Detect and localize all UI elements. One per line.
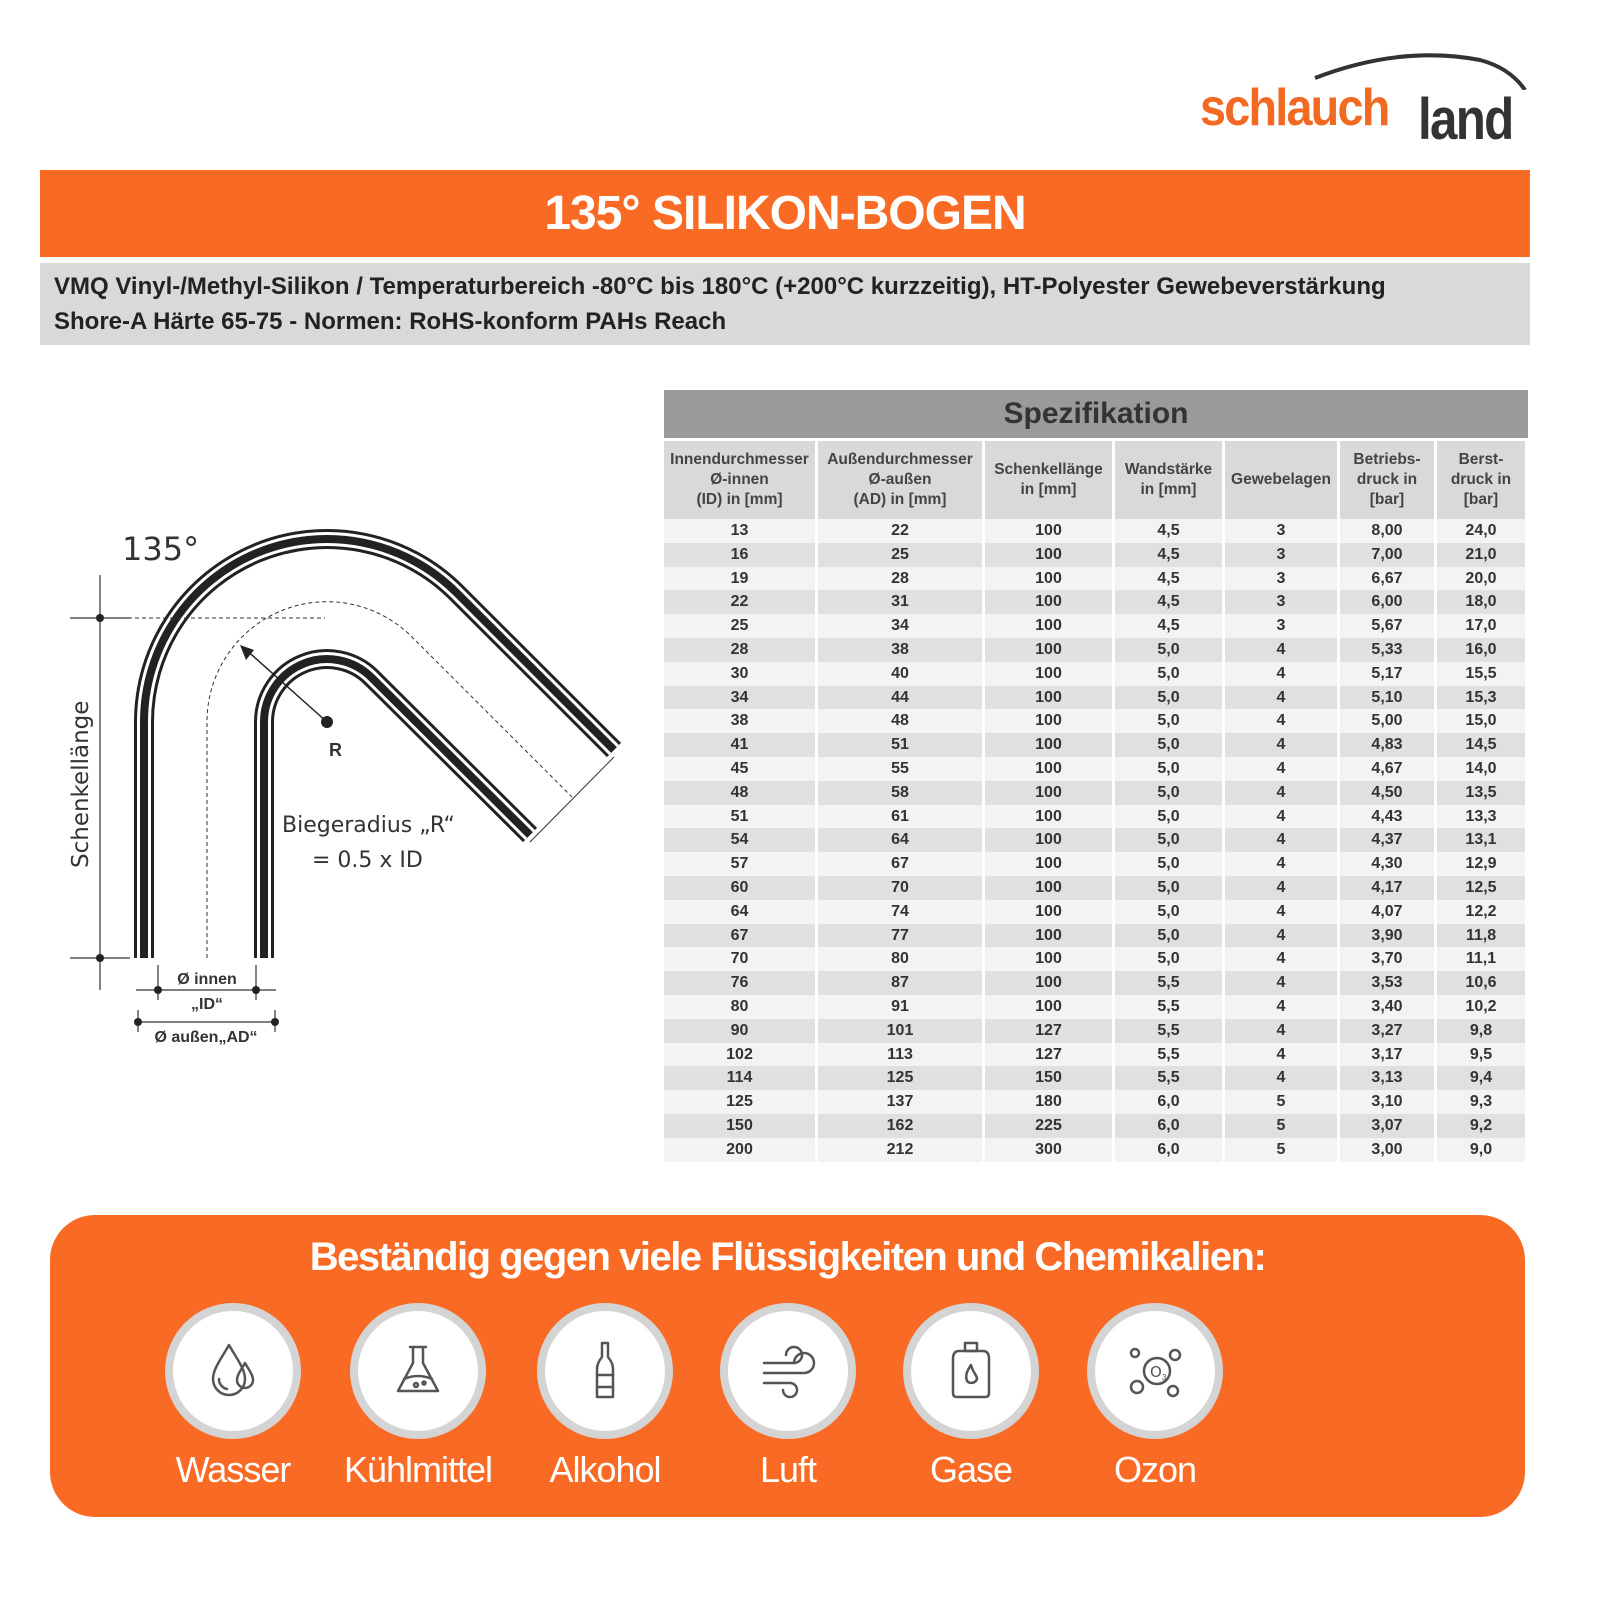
table-cell: 22 bbox=[664, 590, 815, 614]
icon-circle bbox=[350, 1303, 486, 1439]
table-cell: 74 bbox=[818, 900, 982, 924]
table-row bbox=[664, 852, 1528, 876]
table-cell: 9,4 bbox=[1437, 1066, 1525, 1090]
water-drops-icon bbox=[201, 1339, 265, 1403]
table-cell: 48 bbox=[818, 709, 982, 733]
icon-circle bbox=[165, 1303, 301, 1439]
table-cell: 55 bbox=[818, 757, 982, 781]
icon-circle bbox=[720, 1303, 856, 1439]
table-cell: 150 bbox=[664, 1114, 815, 1138]
column-header-line: in [mm] bbox=[1140, 481, 1197, 498]
table-cell: 3,10 bbox=[1340, 1090, 1434, 1114]
table-cell: 100 bbox=[985, 567, 1112, 591]
table-cell: 76 bbox=[664, 971, 815, 995]
table-cell: 162 bbox=[818, 1114, 982, 1138]
resistance-heading: Beständig gegen viele Flüssigkeiten und Chemikalien: bbox=[309, 1235, 1266, 1279]
spec-table-body bbox=[664, 519, 1528, 1162]
table-cell: 80 bbox=[818, 947, 982, 971]
table-cell: 200 bbox=[664, 1138, 815, 1162]
column-header-line: (AD) in [mm] bbox=[853, 491, 947, 508]
table-cell: 64 bbox=[818, 828, 982, 852]
table-cell: 8,00 bbox=[1340, 519, 1434, 543]
table-cell: 180 bbox=[985, 1090, 1112, 1114]
svg-text:O: O bbox=[1150, 1363, 1162, 1381]
table-cell: 67 bbox=[818, 852, 982, 876]
table-row bbox=[664, 614, 1528, 638]
table-cell: 5,5 bbox=[1115, 1019, 1222, 1043]
table-cell: 22 bbox=[818, 519, 982, 543]
table-row bbox=[664, 1138, 1528, 1162]
table-cell: 5,10 bbox=[1340, 686, 1434, 710]
table-cell: 4,37 bbox=[1340, 828, 1434, 852]
column-header-line: [bar] bbox=[1369, 491, 1405, 508]
table-row bbox=[664, 1090, 1528, 1114]
brand-logo bbox=[1200, 50, 1530, 160]
description-line-1: VMQ Vinyl-/Methyl-Silikon / Temperaturbereich -80°C bis 180°C (+200°C kurzzeitig), HT-Polyester Gewebeverstärkung bbox=[54, 273, 1386, 300]
table-cell: 9,8 bbox=[1437, 1019, 1525, 1043]
table-cell: 11,8 bbox=[1437, 924, 1525, 948]
radius-marker: R bbox=[329, 740, 342, 760]
table-cell: 28 bbox=[664, 638, 815, 662]
table-row bbox=[664, 709, 1528, 733]
table-cell: 5,33 bbox=[1340, 638, 1434, 662]
table-cell: 5,0 bbox=[1115, 733, 1222, 757]
table-cell: 9,3 bbox=[1437, 1090, 1525, 1114]
table-cell: 48 bbox=[664, 781, 815, 805]
table-cell: 5,0 bbox=[1115, 638, 1222, 662]
resistance-label: Gase bbox=[929, 1449, 1013, 1490]
table-row bbox=[664, 781, 1528, 805]
table-cell: 14,5 bbox=[1437, 733, 1525, 757]
table-cell: 100 bbox=[985, 590, 1112, 614]
table-row bbox=[664, 828, 1528, 852]
inner-diameter-abbr: „ID“ bbox=[191, 996, 223, 1013]
table-cell: 15,3 bbox=[1437, 686, 1525, 710]
table-cell: 3,13 bbox=[1340, 1066, 1434, 1090]
table-cell: 212 bbox=[818, 1138, 982, 1162]
table-cell: 34 bbox=[664, 686, 815, 710]
table-cell: 4 bbox=[1225, 662, 1337, 686]
column-header-line: Berst- bbox=[1458, 451, 1504, 468]
flask-icon bbox=[386, 1339, 450, 1403]
table-cell: 70 bbox=[664, 947, 815, 971]
table-cell: 30 bbox=[664, 662, 815, 686]
table-cell: 5 bbox=[1225, 1090, 1337, 1114]
table-cell: 57 bbox=[664, 852, 815, 876]
table-row bbox=[664, 876, 1528, 900]
icon-circle bbox=[903, 1303, 1039, 1439]
table-cell: 137 bbox=[818, 1090, 982, 1114]
bend-radius-label: Biegeradius „R“ bbox=[282, 813, 455, 838]
column-header bbox=[1225, 441, 1337, 519]
table-cell: 6,0 bbox=[1115, 1114, 1222, 1138]
resistance-label: Alkohol bbox=[549, 1449, 661, 1490]
table-cell: 100 bbox=[985, 733, 1112, 757]
table-cell: 25 bbox=[664, 614, 815, 638]
table-cell: 100 bbox=[985, 757, 1112, 781]
table-cell: 100 bbox=[985, 828, 1112, 852]
table-cell: 25 bbox=[818, 543, 982, 567]
resistance-panel bbox=[50, 1215, 1525, 1517]
resistance-label: Ozon bbox=[1113, 1449, 1197, 1490]
table-cell: 100 bbox=[985, 781, 1112, 805]
table-cell: 3,53 bbox=[1340, 971, 1434, 995]
table-row bbox=[664, 1066, 1528, 1090]
resistance-item-kühlmittel bbox=[333, 1303, 503, 1491]
table-cell: 77 bbox=[818, 924, 982, 948]
column-header-line: Betriebs- bbox=[1353, 451, 1421, 468]
table-cell: 15,0 bbox=[1437, 709, 1525, 733]
table-cell: 61 bbox=[818, 805, 982, 829]
table-cell: 3 bbox=[1225, 543, 1337, 567]
table-cell: 5,0 bbox=[1115, 828, 1222, 852]
table-row bbox=[664, 995, 1528, 1019]
table-cell: 5,0 bbox=[1115, 805, 1222, 829]
table-cell: 5,0 bbox=[1115, 947, 1222, 971]
table-cell: 5,5 bbox=[1115, 1043, 1222, 1067]
table-cell: 40 bbox=[818, 662, 982, 686]
table-cell: 100 bbox=[985, 900, 1112, 924]
table-cell: 5 bbox=[1225, 1114, 1337, 1138]
table-cell: 100 bbox=[985, 709, 1112, 733]
table-cell: 4,43 bbox=[1340, 805, 1434, 829]
table-cell: 5,0 bbox=[1115, 876, 1222, 900]
table-cell: 4,5 bbox=[1115, 519, 1222, 543]
table-cell: 4 bbox=[1225, 781, 1337, 805]
page-title: 135° SILIKON-BOGEN bbox=[40, 170, 1530, 257]
column-header-line: (ID) in [mm] bbox=[696, 491, 783, 508]
table-cell: 114 bbox=[664, 1066, 815, 1090]
table-cell: 5,0 bbox=[1115, 852, 1222, 876]
table-cell: 125 bbox=[664, 1090, 815, 1114]
table-cell: 38 bbox=[664, 709, 815, 733]
column-header-line: in [mm] bbox=[1020, 481, 1077, 498]
bend-diagram bbox=[0, 500, 660, 1080]
bottle-icon bbox=[573, 1339, 637, 1403]
table-cell: 91 bbox=[818, 995, 982, 1019]
column-header-line: Schenkellänge bbox=[994, 461, 1103, 478]
table-cell: 100 bbox=[985, 995, 1112, 1019]
table-cell: 100 bbox=[985, 947, 1112, 971]
table-cell: 3 bbox=[1225, 614, 1337, 638]
table-cell: 5,00 bbox=[1340, 709, 1434, 733]
table-cell: 3,90 bbox=[1340, 924, 1434, 948]
table-row bbox=[664, 971, 1528, 995]
table-row bbox=[664, 1114, 1528, 1138]
table-cell: 44 bbox=[818, 686, 982, 710]
table-cell: 21,0 bbox=[1437, 543, 1525, 567]
table-cell: 225 bbox=[985, 1114, 1112, 1138]
table-cell: 300 bbox=[985, 1138, 1112, 1162]
table-cell: 125 bbox=[818, 1066, 982, 1090]
table-cell: 4,83 bbox=[1340, 733, 1434, 757]
table-cell: 100 bbox=[985, 876, 1112, 900]
leg-length-label: Schenkellänge bbox=[68, 700, 94, 868]
description-line-2: Shore-A Härte 65-75 - Normen: RoHS-konform PAHs Reach bbox=[54, 308, 727, 335]
table-cell: 3,40 bbox=[1340, 995, 1434, 1019]
table-cell: 15,5 bbox=[1437, 662, 1525, 686]
table-cell: 28 bbox=[818, 567, 982, 591]
table-cell: 4,5 bbox=[1115, 614, 1222, 638]
table-cell: 9,0 bbox=[1437, 1138, 1525, 1162]
table-cell: 3,70 bbox=[1340, 947, 1434, 971]
table-row bbox=[664, 590, 1528, 614]
table-cell: 5,17 bbox=[1340, 662, 1434, 686]
table-cell: 100 bbox=[985, 805, 1112, 829]
column-header-line: Innendurchmesser bbox=[670, 451, 809, 468]
table-cell: 4,50 bbox=[1340, 781, 1434, 805]
table-cell: 6,00 bbox=[1340, 590, 1434, 614]
table-cell: 10,6 bbox=[1437, 971, 1525, 995]
table-cell: 127 bbox=[985, 1043, 1112, 1067]
table-cell: 18,0 bbox=[1437, 590, 1525, 614]
table-cell: 80 bbox=[664, 995, 815, 1019]
table-cell: 14,0 bbox=[1437, 757, 1525, 781]
table-cell: 3,00 bbox=[1340, 1138, 1434, 1162]
table-cell: 64 bbox=[664, 900, 815, 924]
table-cell: 13,3 bbox=[1437, 805, 1525, 829]
icon-circle bbox=[537, 1303, 673, 1439]
table-cell: 3 bbox=[1225, 590, 1337, 614]
resistance-item-ozon bbox=[1070, 1303, 1240, 1491]
table-cell: 31 bbox=[818, 590, 982, 614]
table-cell: 4,67 bbox=[1340, 757, 1434, 781]
column-header-line: druck in bbox=[1450, 471, 1512, 488]
table-cell: 100 bbox=[985, 686, 1112, 710]
table-row bbox=[664, 947, 1528, 971]
table-cell: 9,2 bbox=[1437, 1114, 1525, 1138]
table-cell: 6,67 bbox=[1340, 567, 1434, 591]
table-cell: 5,0 bbox=[1115, 924, 1222, 948]
logo-text-dark: land bbox=[1418, 87, 1513, 152]
column-header-line: Außendurchmesser bbox=[827, 451, 973, 468]
table-cell: 16,0 bbox=[1437, 638, 1525, 662]
table-cell: 58 bbox=[818, 781, 982, 805]
table-cell: 4,5 bbox=[1115, 543, 1222, 567]
table-cell: 87 bbox=[818, 971, 982, 995]
table-cell: 12,9 bbox=[1437, 852, 1525, 876]
column-header bbox=[818, 441, 982, 519]
table-cell: 5,0 bbox=[1115, 757, 1222, 781]
table-row bbox=[664, 519, 1528, 543]
table-cell: 12,5 bbox=[1437, 876, 1525, 900]
table-row bbox=[664, 1019, 1528, 1043]
table-cell: 113 bbox=[818, 1043, 982, 1067]
logo-text-orange: schlauch bbox=[1200, 79, 1389, 137]
table-cell: 4 bbox=[1225, 947, 1337, 971]
gas-cylinder-icon bbox=[939, 1339, 1003, 1403]
table-cell: 3,27 bbox=[1340, 1019, 1434, 1043]
table-row bbox=[664, 686, 1528, 710]
table-row bbox=[664, 638, 1528, 662]
table-row bbox=[664, 757, 1528, 781]
table-cell: 4 bbox=[1225, 733, 1337, 757]
table-cell: 4 bbox=[1225, 805, 1337, 829]
wind-icon bbox=[756, 1339, 820, 1403]
table-cell: 16 bbox=[664, 543, 815, 567]
table-cell: 4 bbox=[1225, 709, 1337, 733]
resistance-label: Kühlmittel bbox=[343, 1449, 493, 1490]
table-cell: 11,1 bbox=[1437, 947, 1525, 971]
table-cell: 67 bbox=[664, 924, 815, 948]
table-cell: 4 bbox=[1225, 1043, 1337, 1067]
table-cell: 100 bbox=[985, 924, 1112, 948]
resistance-item-luft bbox=[703, 1303, 873, 1491]
table-cell: 150 bbox=[985, 1066, 1112, 1090]
column-header-line: Ø-außen bbox=[868, 471, 932, 488]
table-cell: 4 bbox=[1225, 1066, 1337, 1090]
table-cell: 100 bbox=[985, 971, 1112, 995]
table-cell: 20,0 bbox=[1437, 567, 1525, 591]
table-cell: 51 bbox=[818, 733, 982, 757]
spec-table bbox=[664, 390, 1528, 1162]
table-cell: 4 bbox=[1225, 757, 1337, 781]
table-cell: 3,07 bbox=[1340, 1114, 1434, 1138]
table-cell: 5,0 bbox=[1115, 662, 1222, 686]
column-header-line: Wandstärke bbox=[1124, 461, 1213, 478]
table-cell: 100 bbox=[985, 519, 1112, 543]
table-row bbox=[664, 733, 1528, 757]
table-cell: 6,0 bbox=[1115, 1090, 1222, 1114]
svg-text:3: 3 bbox=[1162, 1373, 1167, 1382]
icon-circle bbox=[1087, 1303, 1223, 1439]
table-row bbox=[664, 924, 1528, 948]
table-cell: 5,0 bbox=[1115, 686, 1222, 710]
table-cell: 10,2 bbox=[1437, 995, 1525, 1019]
angle-label: 135° bbox=[122, 530, 200, 568]
table-cell: 4,5 bbox=[1115, 567, 1222, 591]
table-cell: 100 bbox=[985, 662, 1112, 686]
column-header bbox=[985, 441, 1112, 519]
resistance-label: Wasser bbox=[175, 1449, 291, 1490]
table-cell: 51 bbox=[664, 805, 815, 829]
resistance-item-alkohol bbox=[520, 1303, 690, 1491]
table-cell: 19 bbox=[664, 567, 815, 591]
table-cell: 100 bbox=[985, 852, 1112, 876]
column-header bbox=[1437, 441, 1525, 519]
table-cell: 13,1 bbox=[1437, 828, 1525, 852]
table-cell: 70 bbox=[818, 876, 982, 900]
column-header bbox=[664, 441, 815, 519]
table-cell: 45 bbox=[664, 757, 815, 781]
table-cell: 12,2 bbox=[1437, 900, 1525, 924]
table-cell: 5,0 bbox=[1115, 709, 1222, 733]
table-cell: 3 bbox=[1225, 519, 1337, 543]
table-cell: 101 bbox=[818, 1019, 982, 1043]
material-description bbox=[40, 263, 1530, 345]
table-cell: 4 bbox=[1225, 638, 1337, 662]
spec-table-title: Spezifikation bbox=[664, 390, 1528, 438]
table-cell: 9,5 bbox=[1437, 1043, 1525, 1067]
table-cell: 100 bbox=[985, 543, 1112, 567]
table-cell: 5,5 bbox=[1115, 971, 1222, 995]
column-header-line: Ø-innen bbox=[710, 471, 769, 488]
table-cell: 60 bbox=[664, 876, 815, 900]
ozone-icon bbox=[1123, 1339, 1187, 1403]
table-cell: 4 bbox=[1225, 852, 1337, 876]
resistance-item-gase bbox=[886, 1303, 1056, 1491]
table-row bbox=[664, 1043, 1528, 1067]
table-cell: 5 bbox=[1225, 1138, 1337, 1162]
table-row bbox=[664, 900, 1528, 924]
table-cell: 5,5 bbox=[1115, 995, 1222, 1019]
inner-diameter-label: Ø innen bbox=[177, 971, 237, 988]
table-cell: 4 bbox=[1225, 686, 1337, 710]
table-cell: 7,00 bbox=[1340, 543, 1434, 567]
outer-diameter-label: Ø außen„AD“ bbox=[154, 1029, 258, 1046]
table-cell: 4 bbox=[1225, 876, 1337, 900]
table-cell: 4,30 bbox=[1340, 852, 1434, 876]
column-header-line: Gewebelagen bbox=[1231, 471, 1331, 488]
table-cell: 6,0 bbox=[1115, 1138, 1222, 1162]
table-cell: 4 bbox=[1225, 1019, 1337, 1043]
table-cell: 41 bbox=[664, 733, 815, 757]
table-cell: 17,0 bbox=[1437, 614, 1525, 638]
table-cell: 5,5 bbox=[1115, 1066, 1222, 1090]
table-cell: 100 bbox=[985, 638, 1112, 662]
table-cell: 4 bbox=[1225, 971, 1337, 995]
table-cell: 54 bbox=[664, 828, 815, 852]
table-cell: 4,07 bbox=[1340, 900, 1434, 924]
table-cell: 5,0 bbox=[1115, 781, 1222, 805]
table-cell: 4,5 bbox=[1115, 590, 1222, 614]
table-cell: 3,17 bbox=[1340, 1043, 1434, 1067]
table-cell: 4 bbox=[1225, 995, 1337, 1019]
table-cell: 100 bbox=[985, 614, 1112, 638]
table-cell: 5,67 bbox=[1340, 614, 1434, 638]
column-header bbox=[1115, 441, 1222, 519]
column-header-line: [bar] bbox=[1463, 491, 1499, 508]
table-cell: 90 bbox=[664, 1019, 815, 1043]
table-cell: 3 bbox=[1225, 567, 1337, 591]
bend-radius-formula: = 0.5 x ID bbox=[312, 848, 423, 873]
table-cell: 34 bbox=[818, 614, 982, 638]
table-row bbox=[664, 805, 1528, 829]
radius-arrowhead-icon bbox=[240, 645, 254, 660]
table-cell: 5,0 bbox=[1115, 900, 1222, 924]
table-cell: 24,0 bbox=[1437, 519, 1525, 543]
table-cell: 38 bbox=[818, 638, 982, 662]
table-row bbox=[664, 662, 1528, 686]
table-row bbox=[664, 567, 1528, 591]
table-cell: 13 bbox=[664, 519, 815, 543]
table-cell: 13,5 bbox=[1437, 781, 1525, 805]
column-header-line: druck in bbox=[1356, 471, 1418, 488]
spec-table-header bbox=[664, 441, 1528, 519]
resistance-label: Luft bbox=[759, 1449, 817, 1490]
table-row bbox=[664, 543, 1528, 567]
column-header bbox=[1340, 441, 1434, 519]
table-cell: 127 bbox=[985, 1019, 1112, 1043]
resistance-item-wasser bbox=[148, 1303, 318, 1491]
table-cell: 4 bbox=[1225, 828, 1337, 852]
table-cell: 4 bbox=[1225, 900, 1337, 924]
table-cell: 102 bbox=[664, 1043, 815, 1067]
table-cell: 4 bbox=[1225, 924, 1337, 948]
table-cell: 4,17 bbox=[1340, 876, 1434, 900]
